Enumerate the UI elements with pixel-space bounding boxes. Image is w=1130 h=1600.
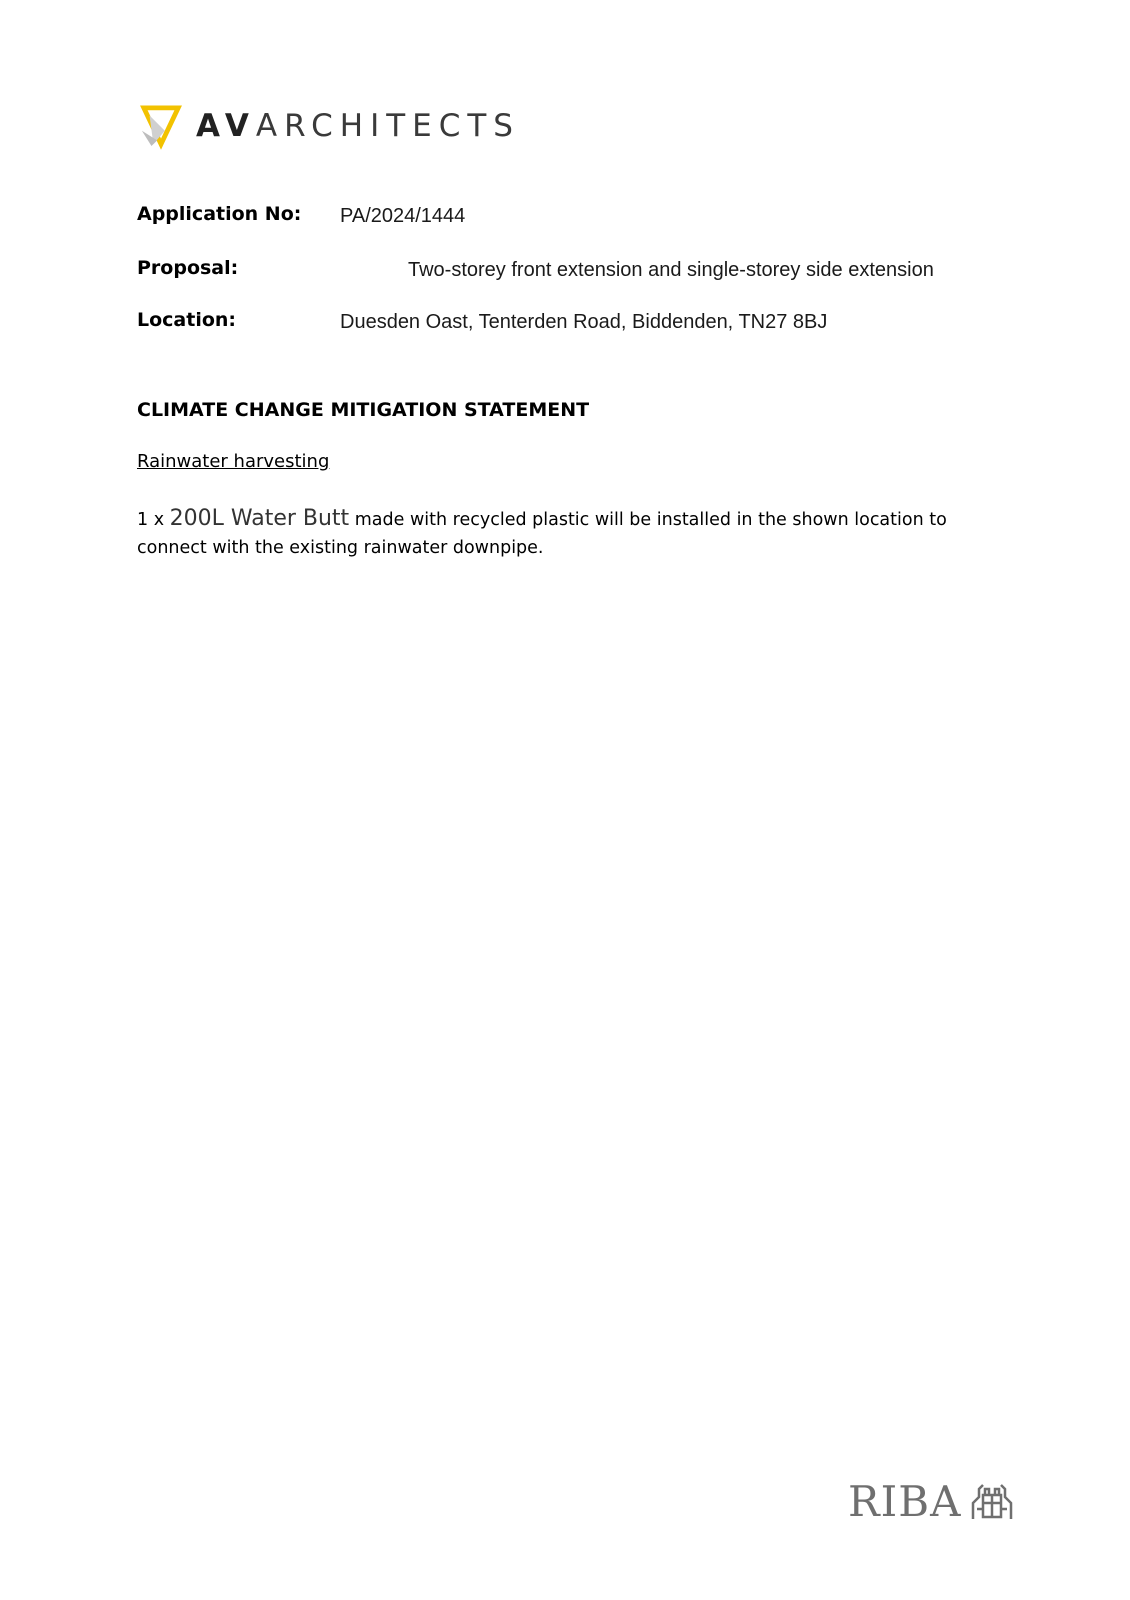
application-value: PA/2024/1444 (340, 205, 466, 227)
riba-text: RIBA (848, 1476, 962, 1526)
body-product: 200L Water Butt (169, 506, 350, 531)
statement-heading: CLIMATE CHANGE MITIGATION STATEMENT (137, 399, 590, 421)
location-label: Location: (137, 309, 237, 331)
logo-light-text: ARCHITECTS (255, 108, 520, 144)
av-architects-logo-icon (140, 101, 182, 151)
proposal-value: Two-storey front extension and single-storey side extension (408, 259, 934, 281)
proposal-label: Proposal: (137, 257, 239, 279)
location-value: Duesden Oast, Tenterden Road, Biddenden, TN27 8BJ (340, 311, 828, 333)
riba-logo (848, 1476, 1028, 1526)
company-logo (140, 98, 520, 154)
body-rest: made with recycled plastic will be installed in the shown location to connect with the existing rainwater downpipe. (137, 510, 947, 558)
statement-subheading: Rainwater harvesting (137, 451, 330, 472)
body-prefix: 1 x (137, 510, 170, 530)
logo-wordmark (196, 108, 520, 144)
riba-crest-icon (967, 1479, 1017, 1523)
statement-body (137, 505, 1017, 562)
logo-bold-text: AV (196, 108, 256, 144)
application-label: Application No: (137, 203, 302, 225)
